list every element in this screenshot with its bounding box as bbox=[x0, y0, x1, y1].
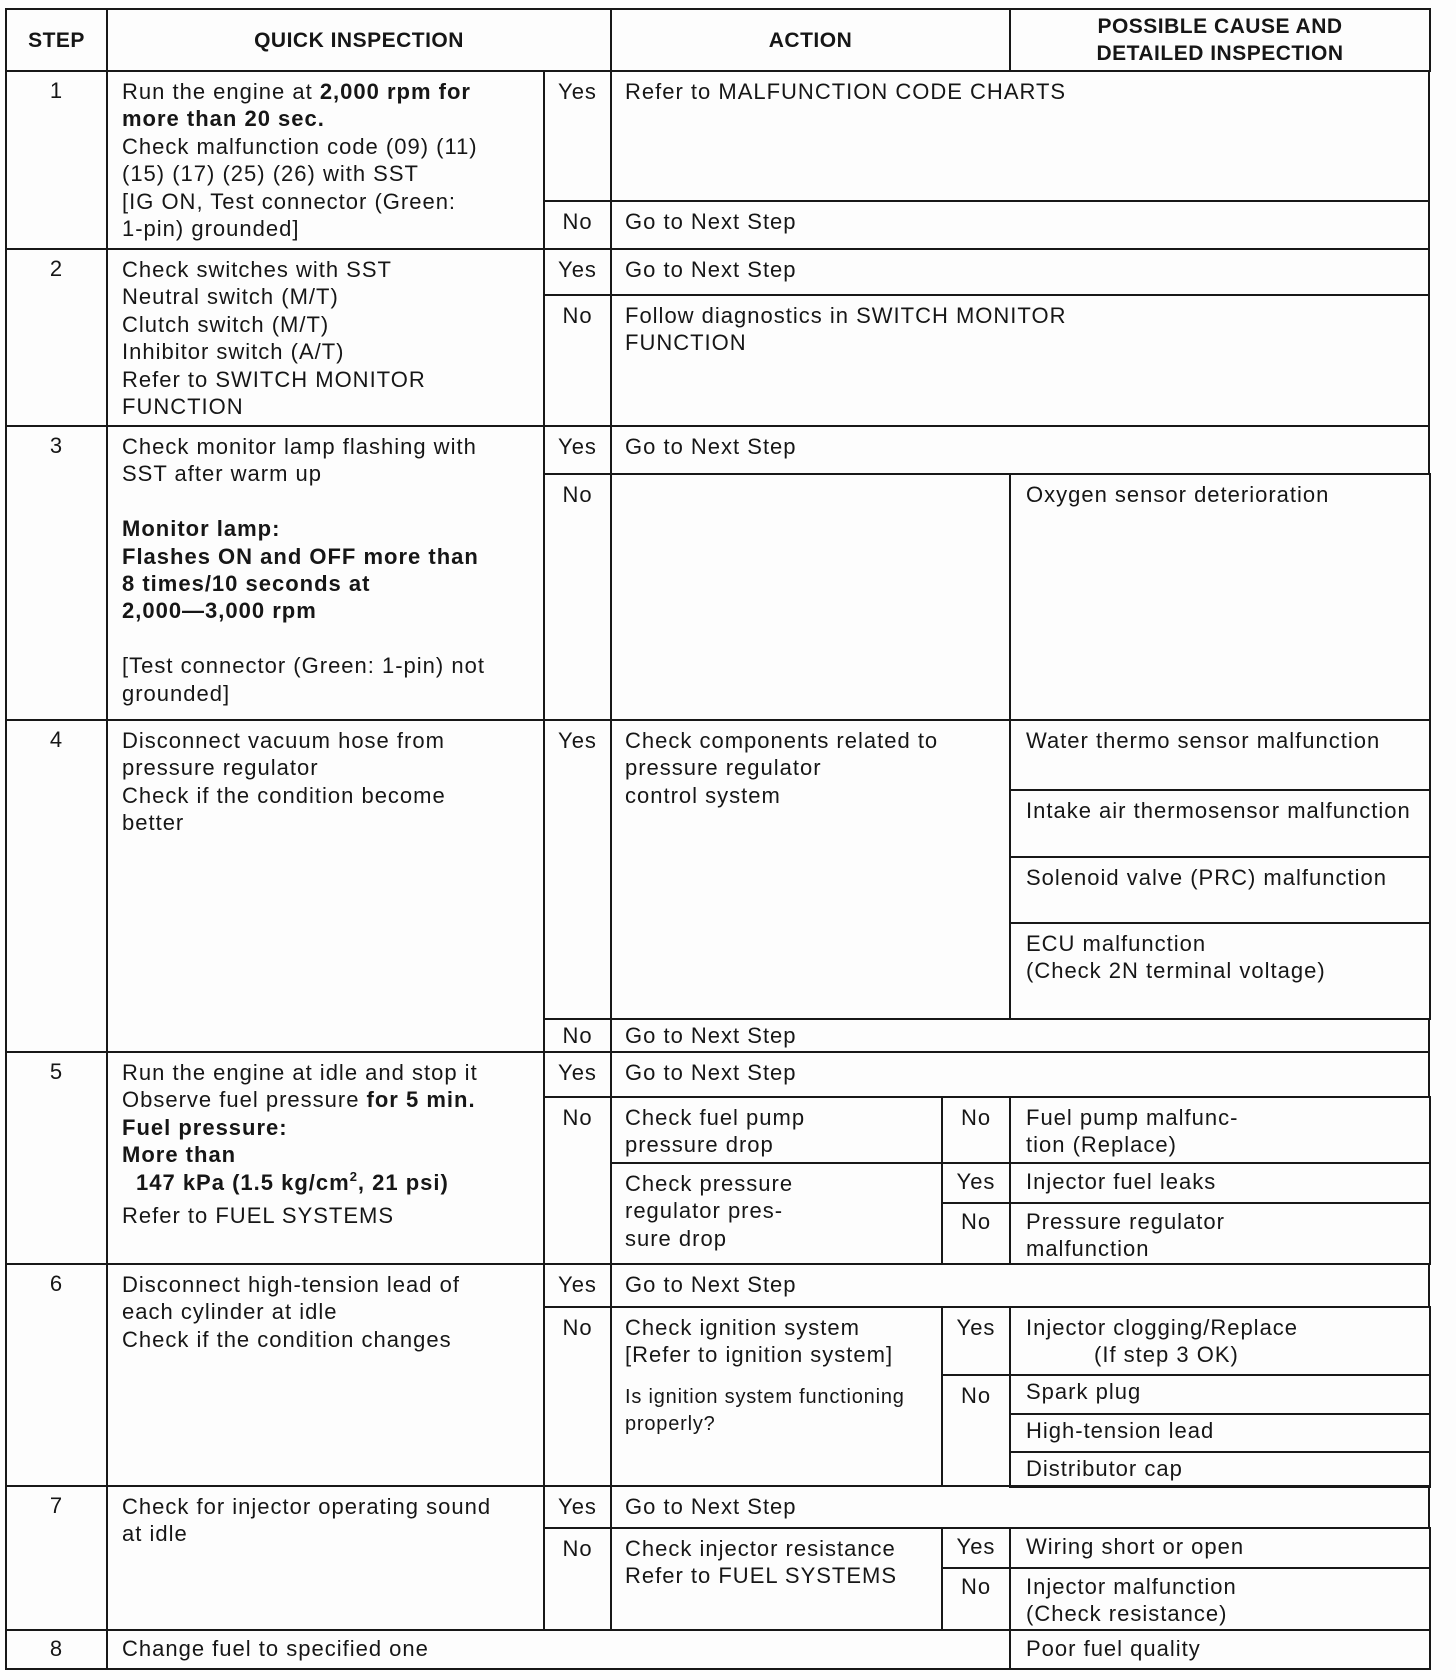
step-5-check-fuel-pump bbox=[610, 1096, 943, 1164]
step-1-no-action bbox=[610, 200, 1430, 250]
action-line: regulator pres- bbox=[625, 1198, 784, 1224]
cause-line: Wiring short or open bbox=[1026, 1534, 1245, 1559]
action-line: Go to Next Step bbox=[625, 1272, 797, 1297]
header-possible-cause bbox=[1009, 8, 1431, 72]
action-line: Check ignition system bbox=[625, 1315, 860, 1340]
step-6-yes-answer: Yes bbox=[941, 1306, 1011, 1376]
inspection-line bbox=[122, 1169, 543, 1196]
cause-line: (If step 3 OK) bbox=[1094, 1342, 1239, 1368]
action-line: Go to Next Step bbox=[625, 1060, 797, 1085]
step-4-yes-label: Yes bbox=[543, 719, 612, 1020]
inspection-line: Disconnect high-tension lead of bbox=[122, 1272, 460, 1297]
cause-line: Poor fuel quality bbox=[1026, 1636, 1201, 1661]
step-3-no-cause bbox=[1009, 473, 1431, 721]
inspection-line: Disconnect vacuum hose from bbox=[122, 728, 445, 753]
step-6-cause-distributor-cap bbox=[1009, 1451, 1431, 1488]
header-quick-inspection-label: QUICK INSPECTION bbox=[254, 28, 464, 52]
inspection-line: [Test connector (Green: 1-pin) not bbox=[122, 653, 485, 679]
action-line: Check injector resistance bbox=[625, 1536, 896, 1561]
step-4-cause-intake-air bbox=[1009, 789, 1431, 858]
step-1-yes-label: Yes bbox=[543, 70, 612, 202]
cause-line: Injector clogging/Replace bbox=[1026, 1315, 1299, 1340]
action-line: Go to Next Step bbox=[625, 257, 797, 282]
inspection-line: More than bbox=[122, 1142, 237, 1168]
pressure-value-rest: , 21 psi) bbox=[357, 1169, 449, 1195]
step-5-check-2-yes-answer: Yes bbox=[941, 1162, 1011, 1204]
cause-line: malfunction bbox=[1026, 1236, 1150, 1262]
step-4-no-action bbox=[610, 1018, 1430, 1053]
action-line: pressure drop bbox=[625, 1132, 774, 1158]
step-1-no-label: No bbox=[543, 200, 612, 250]
action-line: [Refer to ignition system] bbox=[625, 1342, 894, 1368]
cause-line: Spark plug bbox=[1026, 1379, 1142, 1404]
inspection-line: Check for injector operating sound bbox=[122, 1494, 492, 1519]
inspection-line: at idle bbox=[122, 1521, 188, 1547]
cause-line: Solenoid valve (PRC) malfunction bbox=[1026, 865, 1387, 890]
step-7-cause-injector bbox=[1009, 1567, 1431, 1631]
step-4-cause-solenoid bbox=[1009, 856, 1431, 924]
cause-line: tion (Replace) bbox=[1026, 1132, 1177, 1158]
step-6-yes-label: Yes bbox=[543, 1263, 612, 1308]
cause-line: (Check 2N terminal voltage) bbox=[1026, 958, 1326, 984]
inspection-line: Run the engine at idle and stop it bbox=[122, 1060, 478, 1085]
inspection-line: 1-pin) grounded] bbox=[122, 215, 300, 241]
inspection-line bbox=[122, 78, 543, 105]
action-line: Check pressure bbox=[625, 1171, 794, 1196]
action-line: properly? bbox=[625, 1413, 716, 1436]
inspection-line: Check switches with SST bbox=[122, 257, 392, 282]
step-5-check-2-no-answer: No bbox=[941, 1202, 1011, 1265]
inspection-line: Fuel pressure: bbox=[122, 1114, 288, 1140]
line-spacer bbox=[122, 488, 543, 515]
action-line: Go to Next Step bbox=[625, 1023, 797, 1048]
step-2-yes-label: Yes bbox=[543, 248, 612, 296]
step-5-check-1-answer: No bbox=[941, 1096, 1011, 1164]
step-5-cause-injector-leaks bbox=[1009, 1162, 1431, 1204]
inspection-line: Clutch switch (M/T) bbox=[122, 311, 330, 337]
inspection-line: 8 times/10 seconds at bbox=[122, 570, 371, 596]
cause-line: Oxygen sensor deterioration bbox=[1026, 482, 1330, 507]
inspection-line: (15) (17) (25) (26) with SST bbox=[122, 161, 419, 187]
step-2-no-action bbox=[610, 294, 1430, 427]
inspection-line: SST after warm up bbox=[122, 461, 322, 487]
step-1-number: 1 bbox=[5, 70, 108, 250]
step-6-cause-injector-clogging bbox=[1009, 1306, 1431, 1376]
step-4-yes-action bbox=[610, 719, 1011, 1020]
step-6-no-answer: No bbox=[941, 1374, 1011, 1487]
step-7-cause-wiring bbox=[1009, 1527, 1431, 1569]
step-2-no-label: No bbox=[543, 294, 612, 427]
step-6-cause-spark-plug bbox=[1009, 1374, 1431, 1415]
inspection-line: [IG ON, Test connector (Green: bbox=[122, 188, 457, 214]
action-line: Follow diagnostics in SWITCH MONITOR bbox=[625, 303, 1067, 328]
inspection-emphasis: for 5 min. bbox=[366, 1087, 476, 1113]
step-4-inspection bbox=[106, 719, 545, 1053]
cause-line: Injector malfunction bbox=[1026, 1574, 1237, 1599]
header-cause-line: POSSIBLE CAUSE AND bbox=[1097, 15, 1343, 38]
header-quick-inspection bbox=[106, 8, 612, 72]
inspection-emphasis: 2,000 rpm for bbox=[319, 79, 471, 104]
inspection-line: Check malfunction code (09) (11) bbox=[122, 133, 478, 159]
inspection-line: Check monitor lamp flashing with bbox=[122, 434, 477, 459]
line-spacer bbox=[122, 625, 543, 652]
action-line: Check fuel pump bbox=[625, 1105, 806, 1130]
step-4-number: 4 bbox=[5, 719, 108, 1053]
inspection-line: Monitor lamp: bbox=[122, 516, 281, 542]
line-spacer bbox=[625, 1369, 941, 1384]
step-5-cause-fuel-pump bbox=[1009, 1096, 1431, 1164]
step-6-cause-high-tension-lead bbox=[1009, 1413, 1431, 1453]
step-4-no-label: No bbox=[543, 1018, 612, 1053]
inspection-text: Observe fuel pressure bbox=[122, 1087, 367, 1113]
step-6-no-label: No bbox=[543, 1306, 612, 1487]
inspection-line: Refer to SWITCH MONITOR bbox=[122, 366, 426, 392]
step-5-number: 5 bbox=[5, 1051, 108, 1265]
inspection-line: each cylinder at idle bbox=[122, 1299, 338, 1325]
action-line: Check components related to bbox=[625, 728, 939, 753]
action-line: FUNCTION bbox=[625, 330, 747, 356]
step-7-no-label: No bbox=[543, 1527, 612, 1631]
step-2-inspection bbox=[106, 248, 545, 427]
pressure-value: 147 kPa (1.5 kg/cm bbox=[136, 1169, 350, 1195]
step-7-yes-answer: Yes bbox=[941, 1527, 1011, 1569]
step-3-inspection bbox=[106, 425, 545, 721]
header-action bbox=[610, 8, 1011, 72]
superscript: 2 bbox=[349, 1168, 358, 1184]
step-6-no-action bbox=[610, 1306, 943, 1487]
inspection-line: Check if the condition changes bbox=[122, 1326, 452, 1352]
step-7-yes-label: Yes bbox=[543, 1485, 612, 1529]
step-7-inspection bbox=[106, 1485, 545, 1631]
step-7-no-answer: No bbox=[941, 1567, 1011, 1631]
inspection-line: pressure regulator bbox=[122, 755, 319, 781]
cause-line: Water thermo sensor malfunction bbox=[1026, 728, 1381, 753]
step-2-yes-action bbox=[610, 248, 1430, 296]
cause-line: Distributor cap bbox=[1026, 1456, 1183, 1481]
header-action-label: ACTION bbox=[768, 28, 853, 52]
header-step-label: STEP bbox=[28, 28, 85, 52]
action-line: pressure regulator bbox=[625, 755, 822, 781]
inspection-line: Check if the condition become bbox=[122, 782, 446, 808]
step-3-number: 3 bbox=[5, 425, 108, 721]
step-6-inspection bbox=[106, 1263, 545, 1487]
header-cause-line: DETAILED INSPECTION bbox=[1096, 42, 1344, 65]
inspection-line: Flashes ON and OFF more than bbox=[122, 543, 479, 569]
step-5-inspection bbox=[106, 1051, 545, 1265]
step-5-check-pressure-regulator bbox=[610, 1162, 943, 1265]
step-3-yes-action bbox=[610, 425, 1430, 475]
inspection-text: Run the engine at bbox=[122, 79, 320, 104]
inspection-line: Change fuel to specified one bbox=[122, 1636, 429, 1661]
step-5-yes-action bbox=[610, 1051, 1430, 1098]
step-2-number: 2 bbox=[5, 248, 108, 427]
step-6-yes-action bbox=[610, 1263, 1430, 1308]
step-3-yes-label: Yes bbox=[543, 425, 612, 475]
action-line: Is ignition system functioning bbox=[625, 1385, 905, 1408]
inspection-line: 2,000—3,000 rpm bbox=[122, 598, 317, 624]
step-8-cause bbox=[1009, 1629, 1431, 1670]
action-line: sure drop bbox=[625, 1225, 727, 1251]
action-line: Refer to MALFUNCTION CODE CHARTS bbox=[625, 79, 1067, 104]
cause-line: Fuel pump malfunc- bbox=[1026, 1105, 1239, 1130]
inspection-line: more than 20 sec. bbox=[122, 106, 325, 132]
step-5-cause-pressure-regulator bbox=[1009, 1202, 1431, 1265]
cause-line: Intake air thermosensor malfunction bbox=[1026, 798, 1411, 823]
action-line: Go to Next Step bbox=[625, 434, 797, 459]
action-line: control system bbox=[625, 782, 781, 808]
inspection-line: Refer to FUEL SYSTEMS bbox=[122, 1202, 395, 1228]
step-3-no-action bbox=[610, 473, 1011, 721]
header-step bbox=[5, 8, 108, 72]
step-5-no-label: No bbox=[543, 1096, 612, 1265]
action-line: Go to Next Step bbox=[625, 1494, 797, 1519]
cause-line: Pressure regulator bbox=[1026, 1209, 1225, 1234]
step-8-inspection bbox=[106, 1629, 1011, 1670]
action-line: Refer to FUEL SYSTEMS bbox=[625, 1563, 898, 1589]
inspection-line: grounded] bbox=[122, 680, 231, 706]
step-1-inspection bbox=[106, 70, 545, 250]
action-line: Go to Next Step bbox=[625, 209, 797, 234]
cause-line: (Check resistance) bbox=[1026, 1601, 1228, 1627]
inspection-line bbox=[122, 1086, 543, 1113]
step-3-no-label: No bbox=[543, 473, 612, 721]
step-1-yes-action bbox=[610, 70, 1430, 202]
inspection-line: better bbox=[122, 810, 185, 836]
cause-line: ECU malfunction bbox=[1026, 931, 1207, 956]
step-7-number: 7 bbox=[5, 1485, 108, 1631]
step-4-cause-water-thermo bbox=[1009, 719, 1431, 791]
step-6-number: 6 bbox=[5, 1263, 108, 1487]
step-7-yes-action bbox=[610, 1485, 1430, 1529]
inspection-line: Neutral switch (M/T) bbox=[122, 284, 339, 310]
step-5-yes-label: Yes bbox=[543, 1051, 612, 1098]
step-8-number: 8 bbox=[5, 1629, 108, 1670]
step-4-cause-ecu bbox=[1009, 922, 1431, 1020]
cause-line: Injector fuel leaks bbox=[1026, 1169, 1217, 1194]
inspection-line: FUNCTION bbox=[122, 393, 244, 419]
cause-line: High-tension lead bbox=[1026, 1418, 1215, 1443]
inspection-line: Inhibitor switch (A/T) bbox=[122, 339, 345, 365]
step-7-no-action bbox=[610, 1527, 943, 1631]
